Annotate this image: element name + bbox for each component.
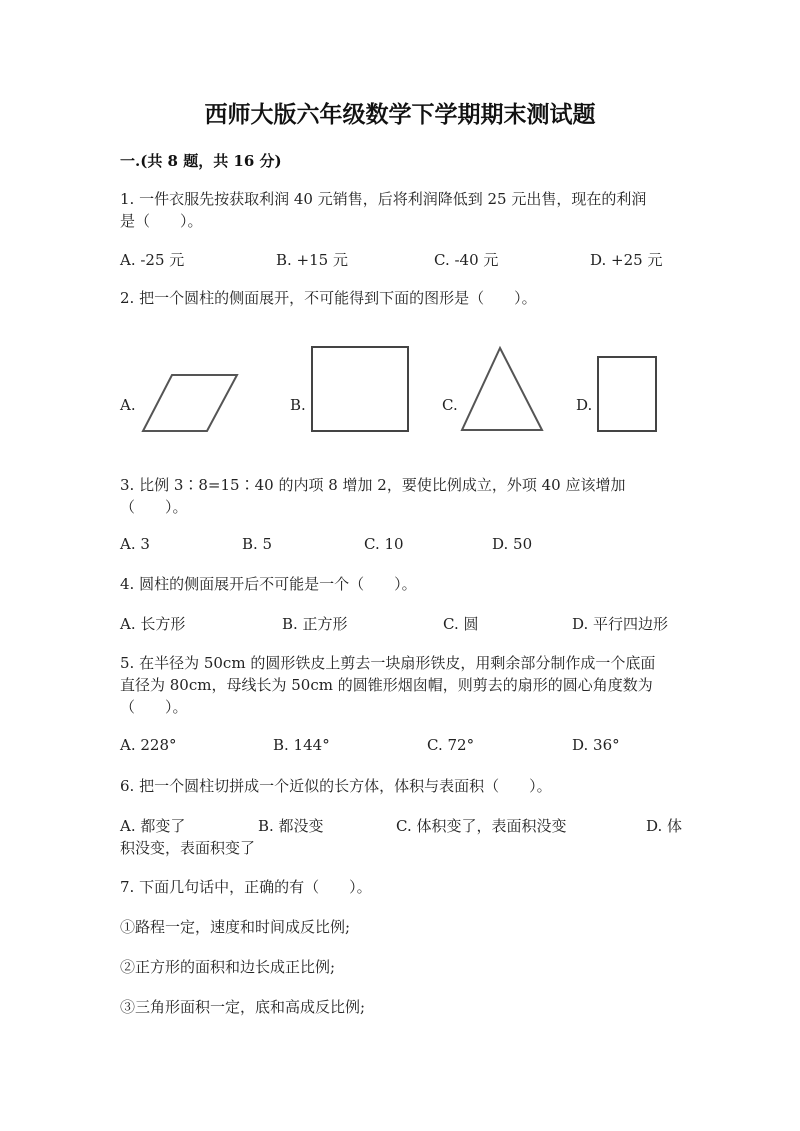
question-3-option-b: B. 5 [242, 535, 273, 553]
question-6-option-d-continued: 积没变，表面积变了 [120, 839, 256, 857]
triangle-figure [460, 346, 544, 432]
question-2-label-c: C. [442, 396, 458, 414]
question-1-option-a: A. -25 元 [120, 251, 185, 269]
question-1-option-c: C. -40 元 [434, 251, 499, 269]
question-2-label-b: B. [290, 396, 306, 414]
question-4-option-a: A. 长方形 [120, 615, 186, 633]
question-3-option-d: D. 50 [492, 535, 533, 553]
question-5-option-a: A. 228° [120, 736, 177, 754]
question-5-line-3: （ ）。 [120, 698, 188, 716]
question-6-option-c: C. 体积变了，表面积没变 [396, 817, 567, 835]
question-6-text: 6. 把一个圆柱切拼成一个近似的长方体，体积与表面积（ ）。 [120, 777, 552, 795]
question-2-text: 2. 把一个圆柱的侧面展开，不可能得到下面的图形是（ ）。 [120, 289, 537, 307]
question-1-option-d: D. +25 元 [590, 251, 663, 269]
question-7-item-3: ③三角形面积一定，底和高成反比例; [120, 998, 366, 1016]
question-7-text: 7. 下面几句话中，正确的有（ ）。 [120, 878, 372, 896]
question-7-item-2: ②正方形的面积和边长成正比例; [120, 958, 336, 976]
page-title: 西师大版六年级数学下学期期末测试题 [204, 101, 596, 128]
question-3-option-c: C. 10 [364, 535, 404, 553]
question-3-line-2: （ ）。 [120, 498, 188, 516]
question-5-option-c: C. 72° [427, 736, 475, 754]
question-5-line-2: 直径为 80cm，母线长为 50cm 的圆锥形烟囱帽，则剪去的扇形的圆心角度数为 [120, 676, 653, 694]
question-4-option-c: C. 圆 [443, 615, 479, 633]
section-heading: 一.(共 8 题，共 16 分) [120, 152, 282, 170]
question-4-text: 4. 圆柱的侧面展开后不可能是一个（ ）。 [120, 575, 417, 593]
question-6-option-d: D. 体 [646, 817, 683, 835]
question-1-option-b: B. +15 元 [276, 251, 348, 269]
question-3-line-1: 3. 比例 3∶8=15∶40 的内项 8 增加 2，要使比例成立，外项 40 应该增加 [120, 476, 626, 494]
question-4-option-d: D. 平行四边形 [572, 615, 669, 633]
question-7-item-1: ①路程一定，速度和时间成反比例; [120, 918, 351, 936]
question-4-option-b: B. 正方形 [282, 615, 348, 633]
square-figure [310, 345, 410, 433]
question-1-line-1: 1. 一件衣服先按获取利润 40 元销售，后将利润降低到 25 元出售，现在的利润 [120, 190, 647, 208]
question-1-line-2: 是（ ）。 [120, 212, 203, 230]
question-3-option-a: A. 3 [120, 535, 150, 553]
rectangle-figure [596, 355, 658, 433]
question-2-label-a: A. [120, 396, 136, 414]
question-2-label-d: D. [576, 396, 593, 414]
question-5-line-1: 5. 在半径为 50cm 的圆形铁皮上剪去一块扇形铁皮，用剩余部分制作成一个底面 [120, 654, 656, 672]
question-5-option-d: D. 36° [572, 736, 620, 754]
question-5-option-b: B. 144° [273, 736, 330, 754]
question-6-option-a: A. 都变了 [120, 817, 186, 835]
question-6-option-b: B. 都没变 [258, 817, 324, 835]
parallelogram-figure [140, 372, 240, 434]
